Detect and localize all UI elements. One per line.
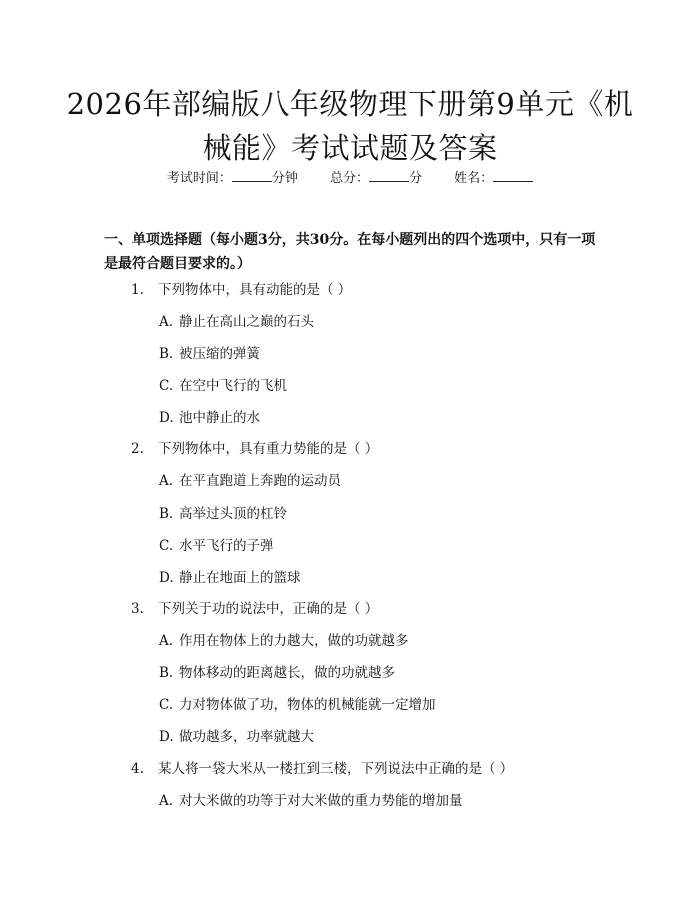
option-letter: A.: [159, 473, 174, 489]
exam-info-line: [0, 169, 700, 188]
option-text: 作用在物体上的力越大，做的功就越多: [179, 633, 409, 649]
option-letter: B.: [159, 346, 174, 362]
option: [159, 664, 395, 682]
option-letter: C.: [159, 378, 174, 394]
option-text: 被压缩的弹簧: [179, 346, 260, 362]
option: [159, 537, 274, 555]
option: [159, 792, 463, 810]
question-1: [131, 281, 351, 299]
option: [159, 409, 260, 427]
question-4: [131, 760, 513, 778]
document-title: 2026年部编版八年级物理下册第9单元《机械能》考试试题及答案: [66, 87, 634, 165]
question-text: 下列物体中，具有动能的是（ ）: [158, 282, 352, 298]
exam-time-label: 考试时间：: [166, 171, 232, 186]
option-text: 对大米做的功等于对大米做的重力势能的增加量: [179, 793, 463, 809]
option-text: 力对物体做了功，物体的机械能就一定增加: [179, 697, 436, 713]
question-2: [131, 440, 378, 458]
total-score-unit: 分: [409, 171, 423, 186]
option-letter: A.: [159, 793, 174, 809]
option: [159, 632, 409, 650]
option-text: 在平直跑道上奔跑的运动员: [179, 473, 341, 489]
question-number: 2.: [131, 441, 144, 457]
option-text: 物体移动的距离越长，做的功就越多: [179, 665, 395, 681]
student-name-label: 姓名：: [454, 171, 494, 186]
option: [159, 313, 314, 331]
option: [159, 696, 436, 714]
total-score-field: [330, 169, 422, 188]
option-letter: A.: [159, 314, 174, 330]
option-letter: D.: [159, 729, 174, 745]
option-letter: C.: [159, 538, 174, 554]
option-text: 静止在地面上的篮球: [179, 570, 301, 586]
option: [159, 505, 287, 523]
question-number: 1.: [131, 282, 144, 298]
option-letter: B.: [159, 506, 174, 522]
option-text: 做功越多，功率就越大: [179, 729, 314, 745]
option: [159, 377, 287, 395]
question-3: [131, 600, 378, 618]
question-text: 下列物体中，具有重力势能的是（ ）: [158, 441, 379, 457]
option-text: 池中静止的水: [179, 410, 260, 426]
option-letter: A.: [159, 633, 174, 649]
total-score-blank: [369, 169, 409, 182]
total-score-label: 总分：: [329, 171, 369, 186]
option-text: 高举过头顶的杠铃: [179, 506, 287, 522]
option-text: 静止在高山之巅的石头: [179, 314, 314, 330]
exam-time-field: [167, 169, 298, 188]
option-letter: D.: [159, 410, 174, 426]
question-text: 某人将一袋大米从一楼扛到三楼，下列说法中正确的是（ ）: [158, 761, 514, 777]
option: [159, 472, 341, 490]
question-number: 3.: [131, 601, 144, 617]
option-letter: D.: [159, 570, 174, 586]
exam-time-blank: [232, 169, 272, 182]
student-name-blank: [493, 169, 533, 182]
option: [159, 345, 260, 363]
option-text: 在空中飞行的飞机: [179, 378, 287, 394]
option: [159, 569, 301, 587]
question-text: 下列关于功的说法中，正确的是（ ）: [158, 601, 379, 617]
option-letter: C.: [159, 697, 174, 713]
option: [159, 728, 314, 746]
student-name-field: [454, 169, 533, 188]
option-letter: B.: [159, 665, 174, 681]
question-number: 4.: [131, 761, 144, 777]
section-heading: 一、单项选择题（每小题3分，共30分。在每小题列出的四个选项中，只有一项是最符合题目要求的。）: [104, 232, 596, 272]
exam-time-unit: 分钟: [271, 171, 298, 186]
option-text: 水平飞行的子弹: [179, 538, 274, 554]
